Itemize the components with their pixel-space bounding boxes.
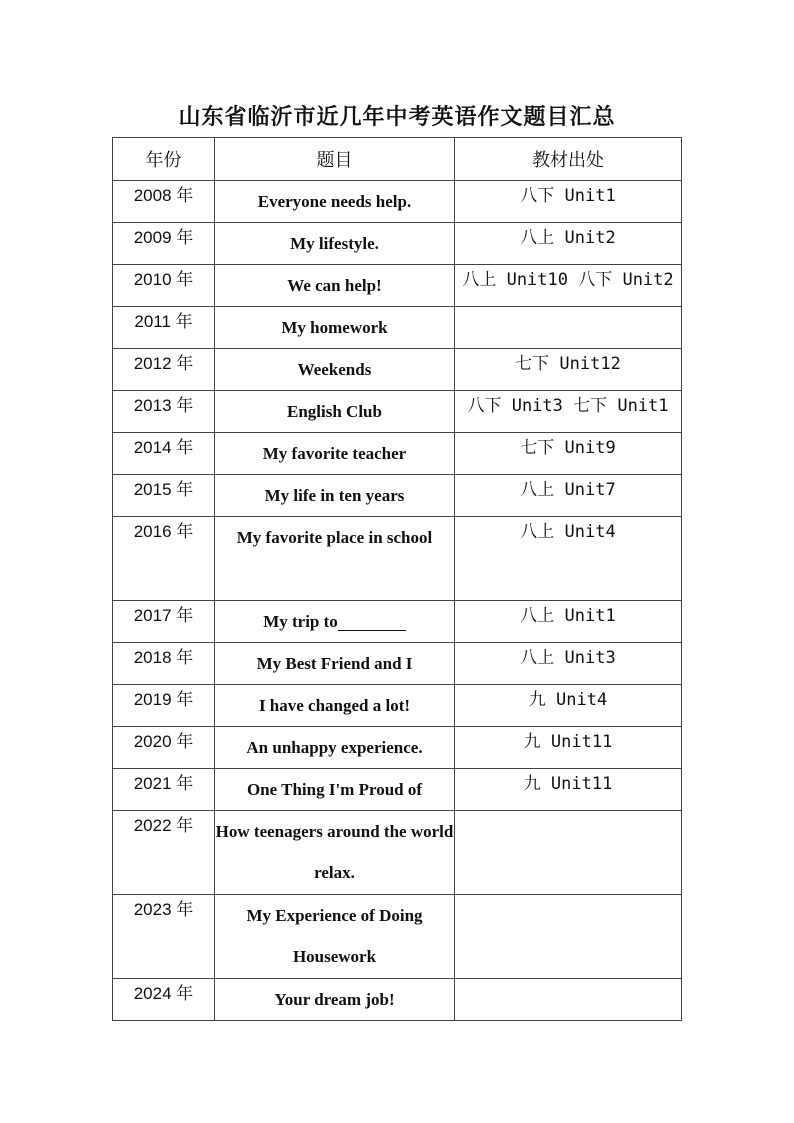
source-cell: 七下 Unit12: [455, 349, 682, 391]
topic-cell: My lifestyle.: [215, 223, 455, 265]
blank-underline: [338, 608, 406, 631]
topic-text: My trip to: [263, 612, 338, 631]
topic-cell: How teenagers around the world relax.: [215, 811, 455, 895]
year-cell: 2022 年: [113, 811, 215, 895]
year-cell: 2019 年: [113, 685, 215, 727]
source-cell: 九 Unit4: [455, 685, 682, 727]
source-cell: 八下 Unit3 七下 Unit1: [455, 391, 682, 433]
table-row: [113, 391, 682, 433]
source-cell: 九 Unit11: [455, 769, 682, 811]
header-topic: 题目: [215, 138, 455, 181]
year-cell: 2010 年: [113, 265, 215, 307]
source-cell: 八上 Unit7: [455, 475, 682, 517]
topic-cell: Your dream job!: [215, 979, 455, 1021]
topic-cell: One Thing I'm Proud of: [215, 769, 455, 811]
topic-cell: English Club: [215, 391, 455, 433]
source-cell: 九 Unit11: [455, 727, 682, 769]
year-cell: 2016 年: [113, 517, 215, 601]
table-row: [113, 685, 682, 727]
table-row: [113, 811, 682, 895]
source-cell: 八上 Unit3: [455, 643, 682, 685]
table-row: [113, 475, 682, 517]
source-cell: 八上 Unit4: [455, 517, 682, 601]
topic-cell: My Best Friend and I: [215, 643, 455, 685]
table-row: [113, 265, 682, 307]
topic-cell: An unhappy experience.: [215, 727, 455, 769]
source-cell: [455, 307, 682, 349]
year-cell: 2009 年: [113, 223, 215, 265]
table-row: [113, 643, 682, 685]
year-cell: 2013 年: [113, 391, 215, 433]
year-cell: 2018 年: [113, 643, 215, 685]
source-cell: [455, 895, 682, 979]
year-cell: 2020 年: [113, 727, 215, 769]
source-cell: 八上 Unit1: [455, 601, 682, 643]
table-row: [113, 307, 682, 349]
topic-cell: Everyone needs help.: [215, 181, 455, 223]
topic-cell: [215, 601, 455, 643]
year-cell: 2023 年: [113, 895, 215, 979]
table-row: [113, 895, 682, 979]
page-title: 山东省临沂市近几年中考英语作文题目汇总: [178, 105, 616, 130]
topic-cell: My favorite teacher: [215, 433, 455, 475]
table-row: [113, 181, 682, 223]
year-cell: 2012 年: [113, 349, 215, 391]
header-source: 教材出处: [455, 138, 682, 181]
year-cell: 2014 年: [113, 433, 215, 475]
year-cell: 2011 年: [113, 307, 215, 349]
topic-cell: My Experience of Doing Housework: [215, 895, 455, 979]
table-row: [113, 601, 682, 643]
year-cell: 2024 年: [113, 979, 215, 1021]
year-cell: 2017 年: [113, 601, 215, 643]
year-cell: 2008 年: [113, 181, 215, 223]
year-cell: 2015 年: [113, 475, 215, 517]
year-cell: 2021 年: [113, 769, 215, 811]
topic-cell: My favorite place in school: [215, 517, 455, 601]
source-cell: 八下 Unit1: [455, 181, 682, 223]
topic-cell: My homework: [215, 307, 455, 349]
header-year: 年份: [113, 138, 215, 181]
topics-table: [112, 137, 682, 1021]
table-row: [113, 769, 682, 811]
topic-cell: Weekends: [215, 349, 455, 391]
table-header-row: [113, 138, 682, 181]
topic-cell: I have changed a lot!: [215, 685, 455, 727]
table-row: [113, 433, 682, 475]
topic-cell: My life in ten years: [215, 475, 455, 517]
source-cell: [455, 811, 682, 895]
table-row: [113, 979, 682, 1021]
source-cell: 七下 Unit9: [455, 433, 682, 475]
topic-cell: We can help!: [215, 265, 455, 307]
source-cell: [455, 979, 682, 1021]
source-cell: 八上 Unit10 八下 Unit2: [455, 265, 682, 307]
table-row: [113, 727, 682, 769]
table-row: [113, 517, 682, 601]
source-cell: 八上 Unit2: [455, 223, 682, 265]
table-row: [113, 349, 682, 391]
table-row: [113, 223, 682, 265]
